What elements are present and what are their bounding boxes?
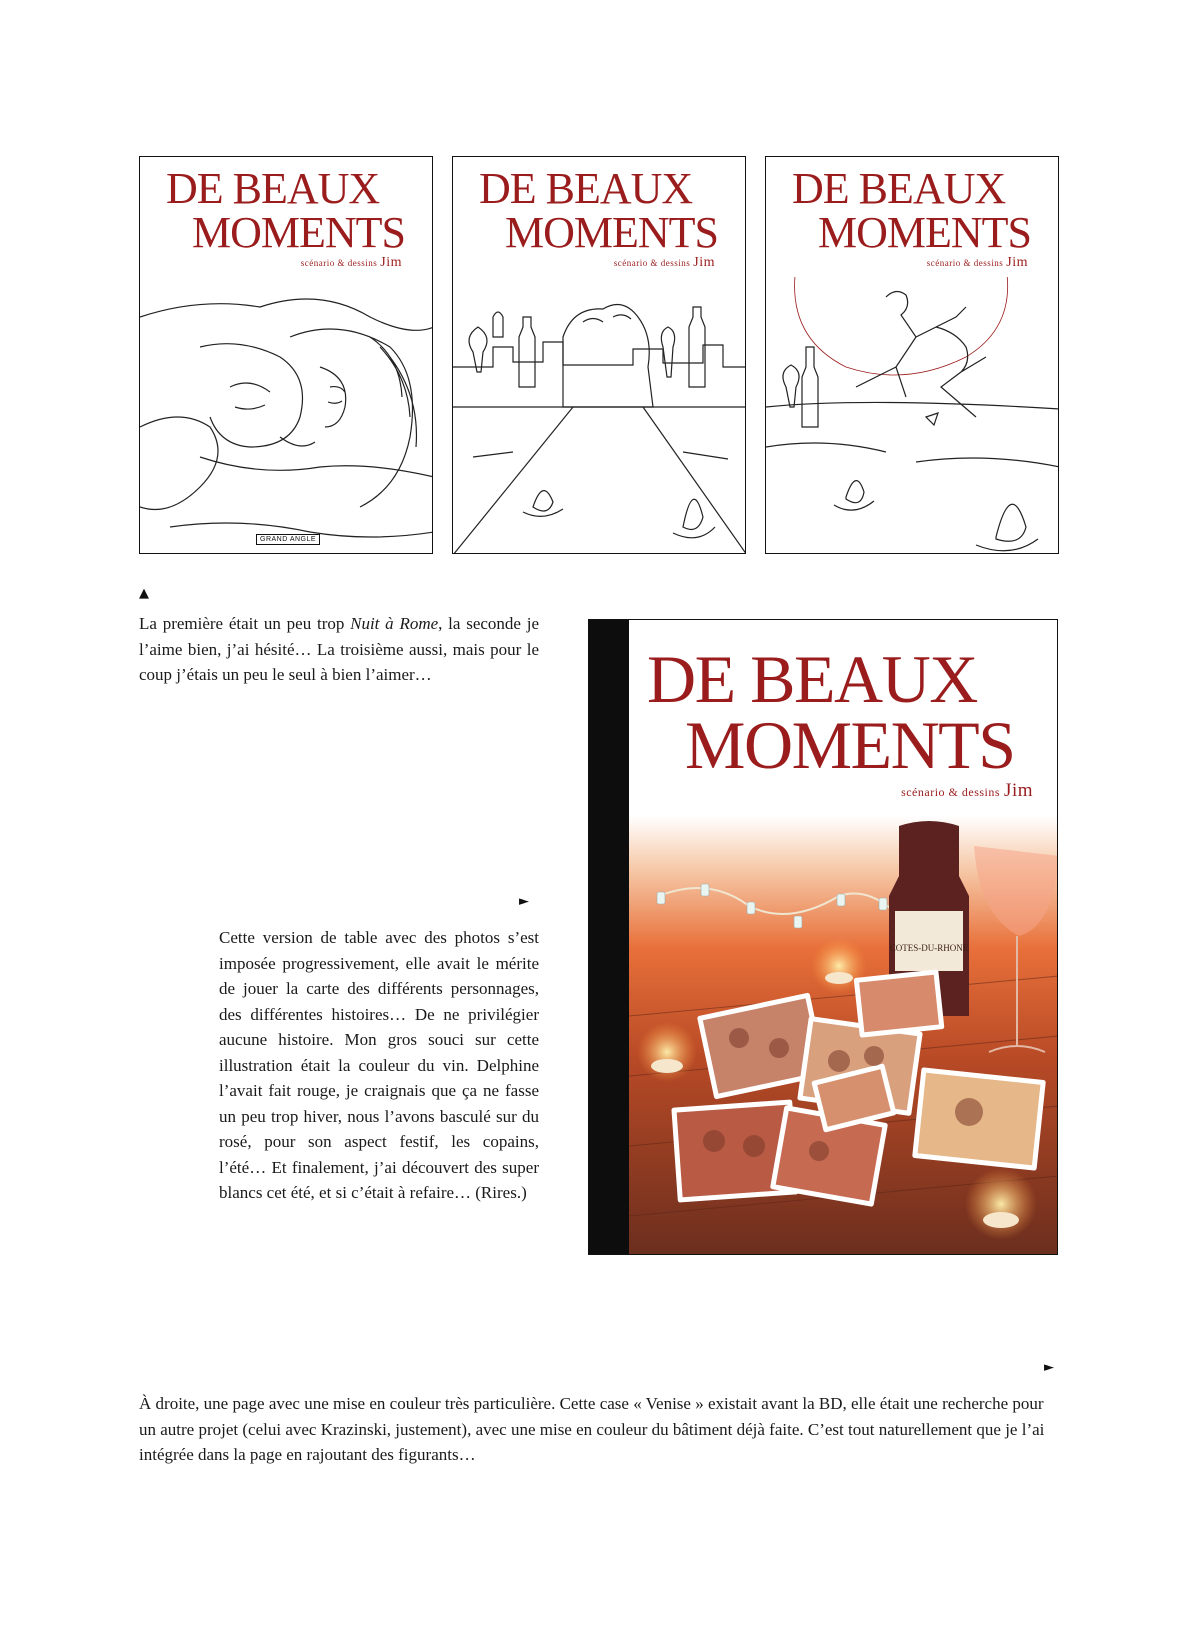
sketch-cover-1 bbox=[139, 156, 433, 554]
cover-credit: scénario & dessins Jim bbox=[300, 255, 402, 270]
cover-title: DE BEAUX MOMENTS bbox=[166, 164, 406, 257]
svg-text:COTES-DU-RHONE: COTES-DU-RHONE bbox=[889, 943, 969, 953]
caption-first-covers: La première était un peu trop Nuit à Rome, la seconde je l’aime bien, j’ai hésité… La troisième aussi, mais pour le coup j’étais un peu le seul à bien l’aimer… bbox=[139, 614, 539, 684]
cover-credit: scénario & dessins Jim bbox=[613, 255, 715, 270]
publisher-logo: GRAND ANGLE bbox=[256, 534, 320, 545]
final-cover bbox=[588, 619, 1058, 1255]
right-arrow-icon: ► bbox=[1044, 1360, 1054, 1375]
sketch-cover-2 bbox=[452, 156, 746, 554]
caption-venise-page: À droite, une page avec une mise en couleur très particulière. Cette case « Venise » existait avant la BD, elle était une recherche pour un autre projet (celui avec Krazinski, justement), avec une mise en couleur du bâtiment déjà faite. C’est tout naturellement que je l’ai intégrée dans la page en rajoutant des figurants… bbox=[139, 1394, 1045, 1464]
final-cover-illustration bbox=[629, 816, 1058, 1255]
cover-spine bbox=[589, 620, 629, 1254]
sketch-couple-on-rooftop bbox=[453, 277, 746, 554]
sketch-couple-in-bed bbox=[140, 277, 433, 554]
sketch-cover-3 bbox=[765, 156, 1059, 554]
up-arrow-icon: ▲ bbox=[139, 586, 149, 601]
cover-title: DE BEAUX MOMENTS bbox=[479, 164, 719, 257]
sketch-dancing-couple bbox=[766, 277, 1059, 554]
cover-title: DE BEAUX MOMENTS bbox=[792, 164, 1032, 257]
final-cover-title: DE BEAUX MOMENTS bbox=[647, 641, 1015, 783]
final-cover-credit: scénario & dessins Jim bbox=[901, 780, 1033, 801]
right-arrow-icon: ► bbox=[519, 894, 529, 909]
cover-credit: scénario & dessins Jim bbox=[926, 255, 1028, 270]
caption-final-cover: Cette version de table avec des photos s’est imposée progressivement, elle avait le mérite de jouer la carte des différents personnages, des différentes histoires… De ne privilégier aucune histoire. Mon gros souci sur cette illustration était la couleur du vin. Delphine l’avait fait rouge, je craignais que ça ne fasse un peu trop hiver, nous l’avons basculé sur du rosé, pour son aspect festif, les copains, l’été… Et finalement, j’ai découvert des super blancs cet été, et si c’était à refaire… (Rires.) bbox=[219, 928, 539, 1202]
